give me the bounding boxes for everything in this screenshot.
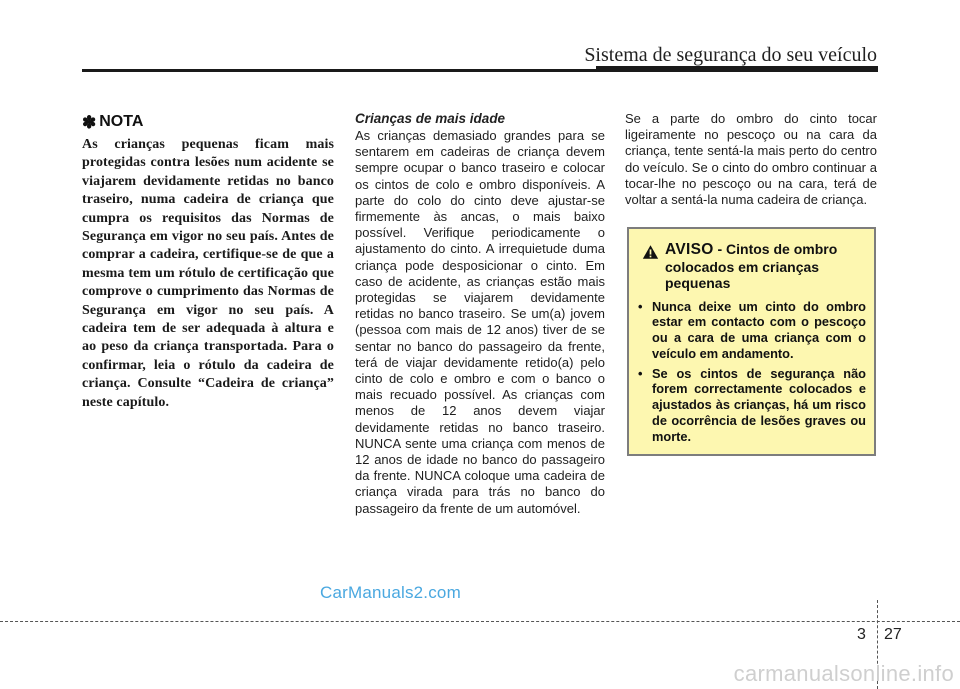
warning-list [638,299,866,445]
warning-box [627,227,876,456]
header-rule-accent [596,66,878,72]
asterisk-icon: ✽ [82,112,97,132]
page-header-title: Sistema de segurança do seu veículo [584,44,877,66]
warning-title-text [665,241,866,292]
warning-item-text: Se os cintos de segurança não forem correctamente colocados e ajustados às crianças, há um risco de ocorrência de lesões graves ou morte. [652,365,866,444]
warning-word: AVISO [665,241,714,258]
bullet-icon: • [638,298,643,314]
warning-subtitle: - Cintos de ombro colocados em crianças pequenas [665,241,838,291]
older-children-text: As crianças demasiado grandes para se sentarem em cadeiras de criança devem sempre ocupar o banco traseiro e colocar os cintos de colo e ombro disponíveis. A parte do colo do cinto deve ajustar-se firmemente às ancas, o mais baixo possível. Verifique periodicamente o ajustamento do cinto. A irrequietude duma criança pode desposicionar o cinto. Em caso de acidente, as crianças estão mais protegidas se viajarem devidamente retidas no banco traseiro. Se um(a) jovem (pessoa com mais de 12 anos) tiver de se sentar no banco do passageiro da frente, terá de viajar devidamente retido(a) pelo cinto de colo e ombro e com o banco o mais recuado possível. As crianças com menos de 12 anos devem viajar devidamente retidas no banco traseiro. NUNCA sente uma criança com menos de 12 anos de idade no banco do passageiro da frente. NUNCA coloque uma cadeira de criança virada para trás no banco do passageiro da frente de um automóvel. [355,128,605,516]
nota-heading [82,113,334,131]
watermark-link[interactable]: CarManuals2.com [320,583,461,602]
shoulder-belt-column [625,111,877,208]
warning-item-text: Nunca deixe um cinto do ombro estar em contacto com o pescoço ou a cara de uma criança com o veículo em andamento. [652,298,866,361]
section-number: 3 [857,626,866,643]
nota-text: As crianças pequenas ficam mais protegidas contra lesões num acidente se viajarem devidamente retidas no banco traseiro, numa cadeira de criança que cumpra os requisitos das Normas de Segurança em vigor no seu país. Antes de comprar a cadeira, certifique-se de que a mesma tem um rótulo de certificação que comprove o cumprimento das Normas de Segurança em vigor no seu país. A cadeira tem de ser adequada à altura e ao peso da criança transportada. Para o confirmar, leia o rótulo da cadeira de criança. Consulte “Cadeira de criança” neste capítulo. [82,137,334,410]
warning-title [638,241,866,292]
older-children-column [355,111,605,517]
shoulder-belt-text: Se a parte do ombro do cinto tocar ligeiramente no pescoço ou na cara da criança, tente sentá-la mais perto do centro do veículo. Se o cinto do ombro continuar a tocar-lhe no pescoço ou na cara, terá de voltar a sentá-la numa cadeira de criança. [625,111,877,208]
nota-heading-label: NOTA [99,113,144,130]
bullet-icon: • [638,365,643,381]
warning-triangle-icon [642,244,659,260]
older-children-heading: Crianças de mais idade [355,111,506,126]
page-number: 27 [884,626,902,643]
list-item [638,299,866,362]
footer-watermark: carmanualsonline.info [733,661,954,686]
footer-dashed-rule [0,621,960,622]
nota-column [82,110,334,412]
list-item [638,366,866,445]
